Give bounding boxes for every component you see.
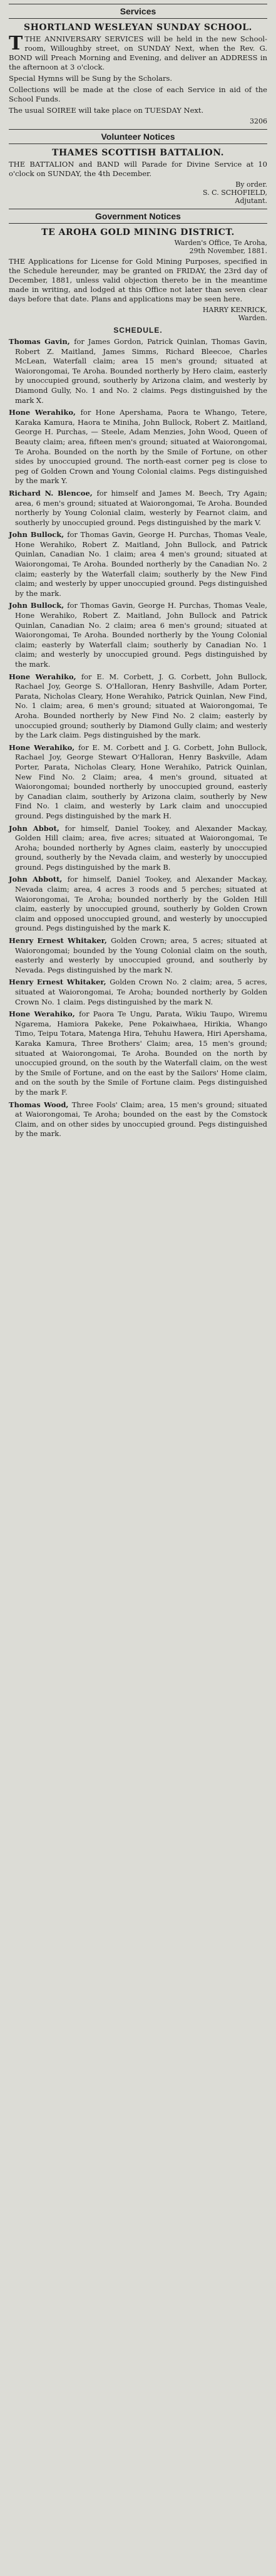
services-title: SHORTLAND WESLEYAN SUNDAY SCHOOL. [24,23,252,33]
services-header: Services [9,4,267,19]
entry-text: for himself, Daniel Tookey, and Alexander Mackay, Golden Hill claim; area, five acres; situated at Waiorongomai, Te Aroha; bounded northerly by Agnes claim, easterly by unoccupied ground, southerly by the Nevada claim, and westerly by unoccupied ground. Pegs distinguished by the mark B. [15,823,267,872]
applicant-name: John Abbott, [9,875,68,884]
government-intro: THE Applications for License for Gold Mining Purposes, specified in the Schedule hereunder, may be granted on FRIDAY, the 23rd day of December, 1881, unless valid objection thereto be in the meantime made in writing, and lodged at this Office not later than seven clear days before that date. Plans and applications may be seen here. [9,257,267,303]
applicant-name: Richard N. Blencoe, [9,488,97,498]
schedule-entry [9,672,267,741]
schedule-entry [9,978,267,1007]
entry-text: for himself and James M. Beech, Try Again; area, 6 men's ground; situated at Waiorongomai, Te Aroha. Bounded northerly by Young Colonial claim, westerly by Fearnot claim, and southerly by unoccupied ground. Pegs distinguished by the mark V. [15,488,267,527]
entry-text: for E. M. Corbett, J. G. Corbett, John Bullock, Rachael Joy, George S. O'Halloran, Henry Bashville, Adam Porter, Parata, Nicholas Cleary, Hone Werahiko, Patrick Quinlan, New Find, No. 1 claim; area, 6 men's ground; situated at Waiorongomai, Te Aroha. Bounded northerly by New Find No. 2 claim; easterly by unoccupied ground; southerly by Diamond Gully claim; and westerly by the Lark claim. Pegs distinguished by the mark. [15,672,267,740]
government-title: TE AROHA GOLD MINING DISTRICT. [41,227,235,237]
schedule-title: SCHEDULE. [113,326,163,335]
services-paragraph-4: The usual SOIREE will take place on TUESDAY Next. [9,106,204,115]
schedule-entry [9,337,267,405]
entry-text: for Paora Te Ungu, Parata, Wikiu Taupo, Wiremu Ngarema, Hamiora Pakeke, Pene Pokaiwhaea, Hirikia, Whango Timo, Teipu Totara, Matenga Hira, Tehuhu Hawera, Hiri Apershama, Karaka Kamura, Three Brothers' Claim; area, 15 men's ground; situated at Waiorongomai, Te Aroha. Bounded on the north by unoccupied ground, on the south by the Waterfall claim, on the west by the Smile of Fortune, and on the east by the Sailors' Home claim, and on the south by the Smile of Fortune claim. Pegs distinguished by the mark F. [15,1009,267,1097]
notice-date: 29th November, 1881. [189,247,267,255]
volunteer-rank: Adjutant. [235,197,267,205]
schedule-entry [9,743,267,821]
entry-text: for E. M. Corbett and J. G. Corbett, John Bullock, Rachael Joy, George Stewart O'Halloran, Henry Baskville, Adam Porter, Parata, Nicholas Cleary, Hone Werahiko, Patrick Quinlan, New Find No. 2 Claim; area, 4 men's ground, situated at Waiorongomai; bounded northerly by unoccupied ground, easterly by Canadian claim, southerly by Arizona claim, southerly by New Find No. 1 claim, and westerly by Lark claim and unoccupied ground. Pegs distinguished by the mark H. [15,743,267,820]
entry-text: for Thomas Gavin, George H. Purchas, Thomas Veale, Hone Werahiko, Robert Z. Maitland, John Bullock and Patrick Quinlan, Canadian No. 2 claim; area 6 men's ground; situated at Waiorongomai, Te Aroha. Bounded northerly by the Young Colonial claim; easterly by Waterfall claim; southerly by Canadian No. 1 claim; and westerly by unoccupied ground. Pegs distinguished by the mark. [15,601,267,669]
applicant-name: John Bullock, [9,601,68,610]
newspaper-page [0,4,276,1139]
schedule-entry [9,1009,267,1097]
warden-name: HARRY KENRICK, [202,306,267,314]
applicant-name: Thomas Wood, [9,1100,72,1109]
applicant-name: Hone Werahiko, [9,1009,79,1019]
schedule-entry [9,601,267,669]
services-paragraph-3: Collections will be made at the close of each Service in aid of the School Funds. [9,85,267,103]
schedule-entry [9,1100,267,1139]
schedule-entry [9,824,267,873]
applicant-name: Thomas Gavin, [9,337,74,346]
applicant-name: John Abbot, [9,823,65,833]
entry-text: Three Fools' Claim; area, 15 men's ground; situated at Waiorongomai, Te Aroha; bounded on the east by the Comstock Claim, and on other sides by unoccupied ground. Pegs distinguished by the mark. [15,1100,267,1139]
entry-text: for Hone Apershama, Paora te Whango, Tetere, Karaka Kamura, Haora te Miniha, John Bullock, Robert Z. Maitland, George H. Purchas, — Steele, Adam Menzies, John Wood, Queen of Beauty claim; area, fifteen men's ground; situated at Waiorongomai, Te Aroha. Bounded on the north by the Smile of Fortune, on other sides by unoccupied ground. The north-east corner peg is close to peg of Golden Crown and Young Colonial claims. Pegs distinguished by the mark Y. [15,408,267,486]
applicant-name: Hone Werahiko, [9,743,79,752]
warden-rank: Warden. [238,314,267,322]
volunteer-title: THAMES SCOTTISH BATTALION. [52,148,224,158]
entry-text: for himself, Daniel Tookey, and Alexander Mackay, Nevada claim; area, 4 acres 3 roods and 5 perches; situated at Waiorongomai, Te Aroha; bounded northerly by the Golden Hill claim, easterly by unoccupied ground, southerly by Golden Crown claim and opposed unoccupied ground, and westerly by unoccupied ground. Pegs distinguished by the mark K. [15,875,267,933]
volunteer-order: By order. [235,180,267,189]
services-paragraph-2: Special Hymns will be Sung by the Scholars. [9,74,173,83]
applicant-name: Henry Ernest Whitaker, [9,936,111,946]
applicant-name: Hone Werahiko, [9,672,81,681]
entry-text: for James Gordon, Patrick Quinlan, Thomas Gavin, Robert Z. Maitland, James Simms, Richard Bleecoe, Charles McLean, Waterfall claim; area 15 men's ground; situated at Waiorongomai, Te Aroha. Bounded northerly by Hero claim, easterly by unoccupied ground, southerly by Arizona claim, and westerly by Diamond Gully, No. 1 and No. 2 claims. Pegs distinguished by the mark X. [15,337,267,405]
warden-office: Warden's Office, Te Aroha, [174,239,267,247]
schedule-entry [9,875,267,934]
schedule-entry [9,408,267,486]
volunteer-paragraph: THE BATTALION and BAND will Parade for Divine Service at 10 o'clock on SUNDAY, the 4th December. [9,160,267,178]
services-ref: 3206 [250,117,267,125]
entry-text: for Thomas Gavin, George H. Purchas, Thomas Veale, Hone Werahiko, Robert Z. Maitland, John Bullock, and Patrick Quinlan, Canadian No. 1 claim; area 4 men's ground; situated at Waiorongomai, Te Aroha. Bounded northerly by the Canadian No. 2 claim; easterly by the Waterfall claim; southerly by the New Find claim; and westerly by upper unoccupied ground. Pegs distinguished by the mark. [15,530,267,598]
volunteer-header: Volunteer Notices [9,129,267,144]
applicant-name: Henry Ernest Whitaker, [9,978,110,987]
drop-cap: T [9,33,23,55]
schedule-entry [9,936,267,975]
services-paragraph-1: T THE ANNIVERSARY SERVICES will be held in the new School-room, Willoughby street, on SUNDAY Next, when the Rev. G. BOND will Preach Morning and Evening, and deliver an ADDRESS in the afternoon at 3 o'clock. [9,33,267,71]
applicant-name: John Bullock, [9,530,68,540]
schedule-entry [9,489,267,528]
volunteer-signer: S. C. SCHOFIELD, [203,189,267,197]
schedule-entries [9,337,267,1139]
applicant-name: Hone Werahiko, [9,408,81,417]
entry-text: Golden Crown No. 2 claim; area, 5 acres, situated at Waiorongomai, Te Aroha; bounded northerly by Golden Crown No. 1 claim. Pegs distinguished by the mark N. [15,978,267,1006]
entry-text: Golden Crown; area, 5 acres; situated at Waiorongomai; bounded by the Young Colonial claim on the south, easterly and westerly by unoccupied ground, and southerly by Nevada. Pegs distinguished by the mark N. [15,936,267,974]
schedule-entry [9,530,267,598]
government-header: Government Notices [9,209,267,224]
